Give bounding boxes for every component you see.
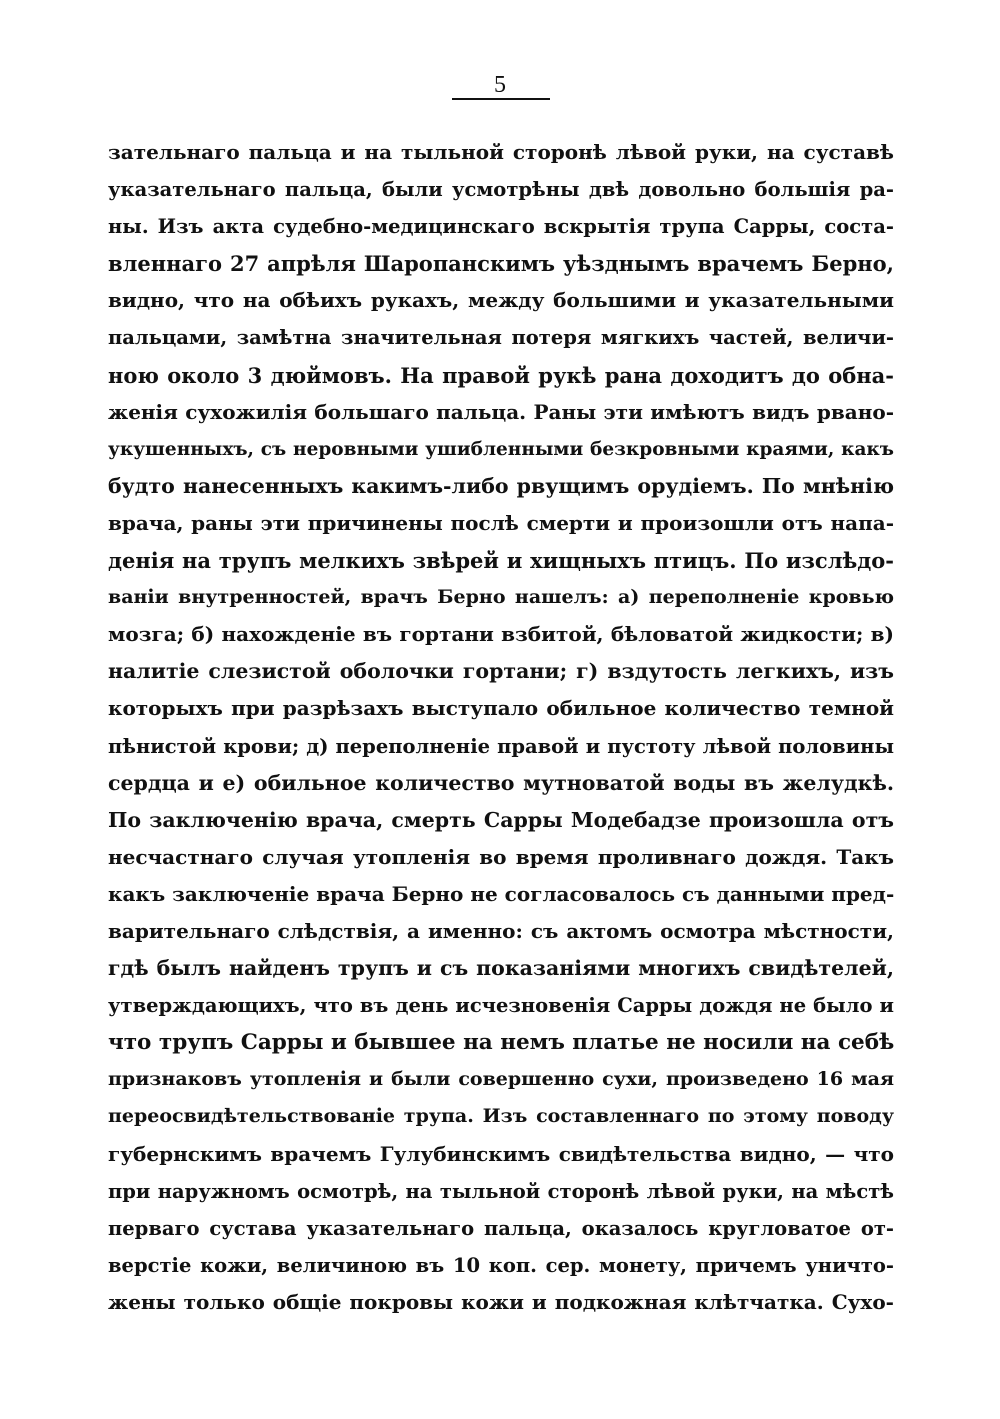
text-line: несчастнаго случая утопленія во время проливнаго дождя. Такъ: [108, 844, 894, 869]
text-line: налитіе слезистой оболочки гортани; г) вздутость легкихъ, изъ: [108, 659, 894, 684]
text-line: ны. Изъ акта судебно-медицинскаго вскрытія трупа Сарры, соста-: [108, 215, 894, 239]
text-line: губернскимъ врачемъ Гулубинскимъ свидѣтельства видно, — что: [108, 1141, 894, 1166]
text-line: верстіе кожи, величиною въ 10 коп. сер. монету, причемъ уничто-: [108, 1253, 894, 1277]
text-line: какъ заключеніе врача Берно не согласовалось съ данными пред-: [108, 881, 894, 906]
text-line: перваго сустава указательнаго пальца, оказалось кругловатое от-: [108, 1216, 894, 1240]
text-line: варительнаго слѣдствія, а именно: съ актомъ осмотра мѣстности,: [108, 918, 894, 943]
text-line: ваніи внутренностей, врачъ Берно нашелъ: а) переполненіе кровью: [108, 586, 894, 609]
text-line: что трупъ Сарры и бывшее на немъ платье не носили на себѣ: [108, 1030, 894, 1056]
body-text: [108, 134, 894, 1321]
text-line: переосвидѣтельствованіе трупа. Изъ составленнаго по этому поводу: [108, 1105, 894, 1128]
page-number: 5: [494, 72, 506, 98]
text-line: врача, раны эти причинены послѣ смерти и произошли отъ напа-: [108, 510, 894, 535]
text-line: указательнаго пальца, были усмотрѣны двѣ довольно большія ра-: [108, 178, 894, 202]
text-line: мозга; б) нахожденіе въ гортани взбитой, бѣловатой жидкости; в): [108, 622, 894, 647]
text-line: вленнаго 27 апрѣля Шаропанскимъ уѣзднымъ врачемъ Берно,: [108, 251, 894, 277]
text-line: пальцами, замѣтна значительная потеря мягкихъ частей, величи-: [108, 326, 894, 350]
text-line: укушенныхъ, съ неровными ушибленными безкровными краями, какъ: [108, 438, 894, 460]
text-line: видно, что на обѣихъ рукахъ, между большими и указательными: [108, 288, 894, 313]
text-line: зательнаго пальца и на тыльной сторонѣ лѣвой руки, на суставѣ: [108, 140, 894, 164]
text-line: сердца и е) обильное количество мутноватой воды въ желудкѣ.: [108, 770, 894, 795]
text-line: утверждающихъ, что въ день исчезновенія Сарры дождя не было и: [108, 994, 894, 1018]
text-line: при наружномъ осмотрѣ, на тыльной сторонѣ лѣвой руки, на мѣстѣ: [108, 1179, 894, 1203]
text-line: пѣнистой крови; д) переполненіе правой и пустоту лѣвой половины: [108, 734, 894, 758]
page-number-rule: [452, 98, 550, 100]
text-line: ною около 3 дюймовъ. На правой рукѣ рана доходитъ до обна-: [108, 362, 894, 388]
text-line: По заключенію врача, смерть Сарры Модебадзе произошла отъ: [108, 807, 894, 832]
text-line: признаковъ утопленія и были совершенно сухи, произведено 16 мая: [108, 1068, 894, 1091]
text-line: будто нанесенныхъ какимъ-либо рвущимъ орудіемъ. По мнѣнію: [108, 473, 894, 498]
text-line: денія на трупъ мелкихъ звѣрей и хищныхъ птицъ. По изслѣдо-: [108, 548, 894, 574]
text-line: жены только общіе покровы кожи и подкожная клѣтчатка. Сухо-: [108, 1289, 894, 1314]
text-line: гдѣ былъ найденъ трупъ и съ показаніями многихъ свидѣтелей,: [108, 956, 894, 981]
text-line: которыхъ при разрѣзахъ выступало обильное количество темной: [108, 696, 894, 721]
text-line: женія сухожилія большаго пальца. Раны эти имѣютъ видъ рвано-: [108, 399, 894, 424]
